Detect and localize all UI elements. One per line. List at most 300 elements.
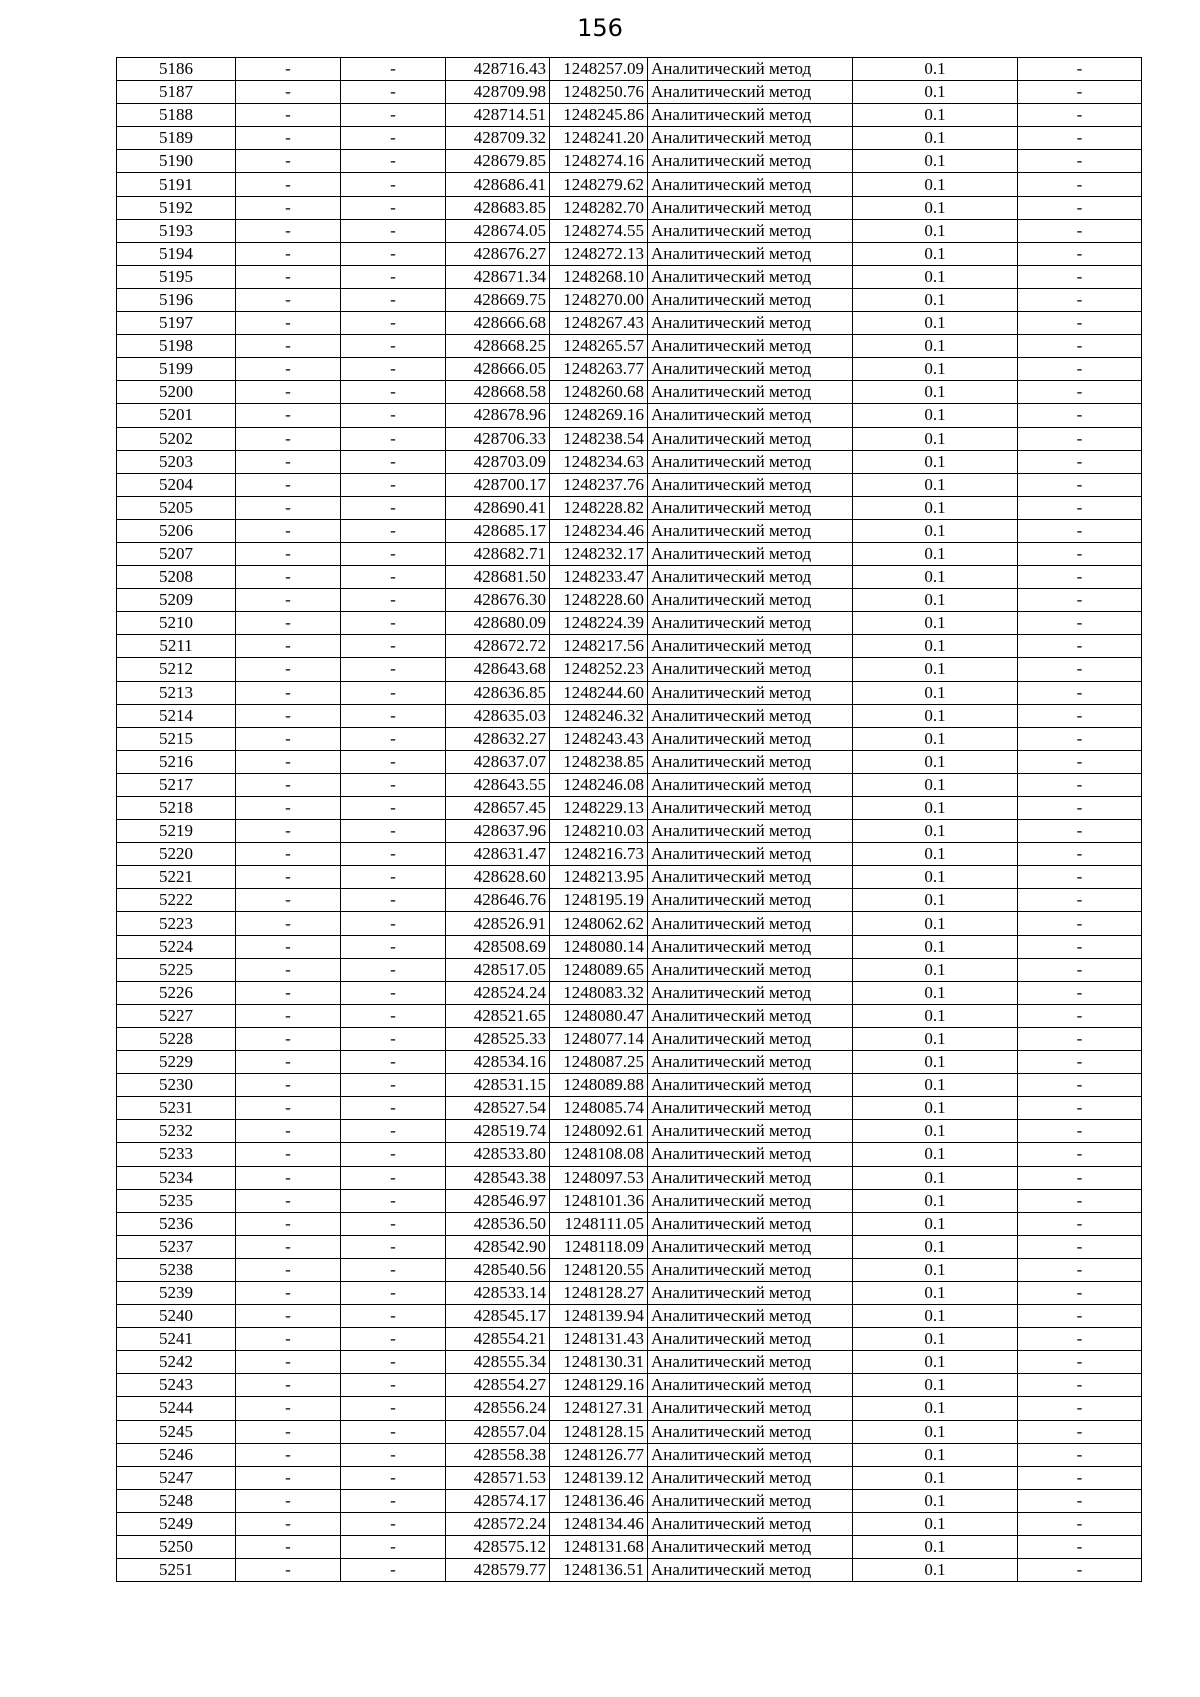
accuracy-cell: 0.1 <box>853 104 1018 127</box>
x-coordinate-cell: 428637.07 <box>446 750 550 773</box>
table-row <box>117 866 1142 889</box>
empty-cell-b: - <box>341 843 446 866</box>
method-cell: Аналитический метод <box>648 589 853 612</box>
table-row <box>117 542 1142 565</box>
note-cell: - <box>1018 1281 1142 1304</box>
empty-cell-b: - <box>341 381 446 404</box>
table-row <box>117 496 1142 519</box>
empty-cell-b: - <box>341 1281 446 1304</box>
y-coordinate-cell: 1248274.55 <box>550 219 648 242</box>
empty-cell-a: - <box>236 773 341 796</box>
empty-cell-b: - <box>341 1120 446 1143</box>
empty-cell-b: - <box>341 1166 446 1189</box>
accuracy-cell: 0.1 <box>853 981 1018 1004</box>
x-coordinate-cell: 428521.65 <box>446 1004 550 1027</box>
table-row <box>117 404 1142 427</box>
note-cell: - <box>1018 566 1142 589</box>
empty-cell-a: - <box>236 1235 341 1258</box>
accuracy-cell: 0.1 <box>853 1120 1018 1143</box>
method-cell: Аналитический метод <box>648 1212 853 1235</box>
note-cell: - <box>1018 935 1142 958</box>
point-number-cell: 5194 <box>117 242 236 265</box>
note-cell: - <box>1018 1397 1142 1420</box>
note-cell: - <box>1018 866 1142 889</box>
y-coordinate-cell: 1248234.46 <box>550 519 648 542</box>
method-cell: Аналитический метод <box>648 404 853 427</box>
y-coordinate-cell: 1248274.16 <box>550 150 648 173</box>
point-number-cell: 5216 <box>117 750 236 773</box>
table-row <box>117 1559 1142 1582</box>
table-row <box>117 312 1142 335</box>
point-number-cell: 5218 <box>117 797 236 820</box>
note-cell: - <box>1018 1143 1142 1166</box>
table-row <box>117 1328 1142 1351</box>
note-cell: - <box>1018 1351 1142 1374</box>
accuracy-cell: 0.1 <box>853 1305 1018 1328</box>
note-cell: - <box>1018 127 1142 150</box>
x-coordinate-cell: 428632.27 <box>446 727 550 750</box>
empty-cell-a: - <box>236 1466 341 1489</box>
empty-cell-a: - <box>236 1443 341 1466</box>
table-row <box>117 1004 1142 1027</box>
y-coordinate-cell: 1248233.47 <box>550 566 648 589</box>
note-cell: - <box>1018 242 1142 265</box>
x-coordinate-cell: 428657.45 <box>446 797 550 820</box>
accuracy-cell: 0.1 <box>853 704 1018 727</box>
note-cell: - <box>1018 1559 1142 1582</box>
note-cell: - <box>1018 1189 1142 1212</box>
note-cell: - <box>1018 519 1142 542</box>
note-cell: - <box>1018 889 1142 912</box>
method-cell: Аналитический метод <box>648 219 853 242</box>
empty-cell-a: - <box>236 450 341 473</box>
empty-cell-a: - <box>236 820 341 843</box>
accuracy-cell: 0.1 <box>853 496 1018 519</box>
empty-cell-b: - <box>341 797 446 820</box>
x-coordinate-cell: 428643.68 <box>446 658 550 681</box>
note-cell: - <box>1018 1328 1142 1351</box>
method-cell: Аналитический метод <box>648 820 853 843</box>
accuracy-cell: 0.1 <box>853 1004 1018 1027</box>
point-number-cell: 5193 <box>117 219 236 242</box>
y-coordinate-cell: 1248279.62 <box>550 173 648 196</box>
table-row <box>117 335 1142 358</box>
accuracy-cell: 0.1 <box>853 242 1018 265</box>
empty-cell-a: - <box>236 981 341 1004</box>
empty-cell-b: - <box>341 358 446 381</box>
empty-cell-a: - <box>236 381 341 404</box>
method-cell: Аналитический метод <box>648 473 853 496</box>
note-cell: - <box>1018 1489 1142 1512</box>
y-coordinate-cell: 1248267.43 <box>550 312 648 335</box>
point-number-cell: 5195 <box>117 265 236 288</box>
accuracy-cell: 0.1 <box>853 727 1018 750</box>
x-coordinate-cell: 428716.43 <box>446 58 550 81</box>
method-cell: Аналитический метод <box>648 566 853 589</box>
x-coordinate-cell: 428554.21 <box>446 1328 550 1351</box>
method-cell: Аналитический метод <box>648 1489 853 1512</box>
empty-cell-b: - <box>341 1466 446 1489</box>
y-coordinate-cell: 1248241.20 <box>550 127 648 150</box>
y-coordinate-cell: 1248101.36 <box>550 1189 648 1212</box>
table-row <box>117 1397 1142 1420</box>
empty-cell-a: - <box>236 1281 341 1304</box>
note-cell: - <box>1018 773 1142 796</box>
accuracy-cell: 0.1 <box>853 1351 1018 1374</box>
table-row <box>117 658 1142 681</box>
note-cell: - <box>1018 312 1142 335</box>
point-number-cell: 5221 <box>117 866 236 889</box>
empty-cell-b: - <box>341 542 446 565</box>
empty-cell-b: - <box>341 750 446 773</box>
table-row <box>117 196 1142 219</box>
accuracy-cell: 0.1 <box>853 1051 1018 1074</box>
accuracy-cell: 0.1 <box>853 473 1018 496</box>
note-cell: - <box>1018 404 1142 427</box>
accuracy-cell: 0.1 <box>853 173 1018 196</box>
empty-cell-a: - <box>236 1489 341 1512</box>
empty-cell-a: - <box>236 473 341 496</box>
y-coordinate-cell: 1248252.23 <box>550 658 648 681</box>
empty-cell-b: - <box>341 335 446 358</box>
empty-cell-b: - <box>341 1536 446 1559</box>
note-cell: - <box>1018 1074 1142 1097</box>
empty-cell-a: - <box>236 750 341 773</box>
x-coordinate-cell: 428572.24 <box>446 1512 550 1535</box>
empty-cell-a: - <box>236 635 341 658</box>
point-number-cell: 5208 <box>117 566 236 589</box>
note-cell: - <box>1018 219 1142 242</box>
y-coordinate-cell: 1248127.31 <box>550 1397 648 1420</box>
note-cell: - <box>1018 542 1142 565</box>
y-coordinate-cell: 1248139.12 <box>550 1466 648 1489</box>
table-row <box>117 81 1142 104</box>
point-number-cell: 5197 <box>117 312 236 335</box>
y-coordinate-cell: 1248272.13 <box>550 242 648 265</box>
accuracy-cell: 0.1 <box>853 1166 1018 1189</box>
empty-cell-a: - <box>236 866 341 889</box>
note-cell: - <box>1018 358 1142 381</box>
method-cell: Аналитический метод <box>648 1074 853 1097</box>
point-number-cell: 5217 <box>117 773 236 796</box>
x-coordinate-cell: 428524.24 <box>446 981 550 1004</box>
point-number-cell: 5222 <box>117 889 236 912</box>
method-cell: Аналитический метод <box>648 797 853 820</box>
method-cell: Аналитический метод <box>648 981 853 1004</box>
note-cell: - <box>1018 958 1142 981</box>
note-cell: - <box>1018 912 1142 935</box>
method-cell: Аналитический метод <box>648 127 853 150</box>
page-number: 156 <box>577 14 623 42</box>
empty-cell-b: - <box>341 935 446 958</box>
empty-cell-b: - <box>341 612 446 635</box>
x-coordinate-cell: 428690.41 <box>446 496 550 519</box>
x-coordinate-cell: 428666.05 <box>446 358 550 381</box>
method-cell: Аналитический метод <box>648 704 853 727</box>
accuracy-cell: 0.1 <box>853 265 1018 288</box>
x-coordinate-cell: 428555.34 <box>446 1351 550 1374</box>
y-coordinate-cell: 1248136.51 <box>550 1559 648 1582</box>
empty-cell-a: - <box>236 958 341 981</box>
empty-cell-a: - <box>236 843 341 866</box>
empty-cell-b: - <box>341 589 446 612</box>
y-coordinate-cell: 1248216.73 <box>550 843 648 866</box>
note-cell: - <box>1018 265 1142 288</box>
y-coordinate-cell: 1248232.17 <box>550 542 648 565</box>
y-coordinate-cell: 1248087.25 <box>550 1051 648 1074</box>
accuracy-cell: 0.1 <box>853 958 1018 981</box>
x-coordinate-cell: 428571.53 <box>446 1466 550 1489</box>
accuracy-cell: 0.1 <box>853 1512 1018 1535</box>
x-coordinate-cell: 428536.50 <box>446 1212 550 1235</box>
empty-cell-b: - <box>341 1559 446 1582</box>
accuracy-cell: 0.1 <box>853 427 1018 450</box>
accuracy-cell: 0.1 <box>853 773 1018 796</box>
method-cell: Аналитический метод <box>648 1351 853 1374</box>
table-row <box>117 1074 1142 1097</box>
empty-cell-b: - <box>341 1097 446 1120</box>
empty-cell-b: - <box>341 1489 446 1512</box>
empty-cell-a: - <box>236 566 341 589</box>
empty-cell-a: - <box>236 589 341 612</box>
method-cell: Аналитический метод <box>648 58 853 81</box>
note-cell: - <box>1018 335 1142 358</box>
x-coordinate-cell: 428668.58 <box>446 381 550 404</box>
method-cell: Аналитический метод <box>648 635 853 658</box>
x-coordinate-cell: 428709.32 <box>446 127 550 150</box>
table-row <box>117 358 1142 381</box>
y-coordinate-cell: 1248237.76 <box>550 473 648 496</box>
method-cell: Аналитический метод <box>648 542 853 565</box>
method-cell: Аналитический метод <box>648 1189 853 1212</box>
table-row <box>117 1281 1142 1304</box>
x-coordinate-cell: 428534.16 <box>446 1051 550 1074</box>
note-cell: - <box>1018 196 1142 219</box>
y-coordinate-cell: 1248120.55 <box>550 1258 648 1281</box>
note-cell: - <box>1018 612 1142 635</box>
accuracy-cell: 0.1 <box>853 1212 1018 1235</box>
empty-cell-a: - <box>236 265 341 288</box>
x-coordinate-cell: 428703.09 <box>446 450 550 473</box>
note-cell: - <box>1018 1420 1142 1443</box>
method-cell: Аналитический метод <box>648 312 853 335</box>
point-number-cell: 5239 <box>117 1281 236 1304</box>
note-cell: - <box>1018 704 1142 727</box>
y-coordinate-cell: 1248228.60 <box>550 589 648 612</box>
point-number-cell: 5225 <box>117 958 236 981</box>
method-cell: Аналитический метод <box>648 1559 853 1582</box>
x-coordinate-cell: 428709.98 <box>446 81 550 104</box>
empty-cell-b: - <box>341 658 446 681</box>
table-row <box>117 450 1142 473</box>
empty-cell-b: - <box>341 681 446 704</box>
x-coordinate-cell: 428637.96 <box>446 820 550 843</box>
empty-cell-a: - <box>236 358 341 381</box>
note-cell: - <box>1018 1097 1142 1120</box>
accuracy-cell: 0.1 <box>853 635 1018 658</box>
y-coordinate-cell: 1248077.14 <box>550 1027 648 1050</box>
point-number-cell: 5240 <box>117 1305 236 1328</box>
method-cell: Аналитический метод <box>648 1512 853 1535</box>
point-number-cell: 5201 <box>117 404 236 427</box>
point-number-cell: 5202 <box>117 427 236 450</box>
empty-cell-b: - <box>341 1004 446 1027</box>
note-cell: - <box>1018 58 1142 81</box>
note-cell: - <box>1018 1466 1142 1489</box>
x-coordinate-cell: 428508.69 <box>446 935 550 958</box>
point-number-cell: 5246 <box>117 1443 236 1466</box>
empty-cell-a: - <box>236 427 341 450</box>
table-row <box>117 589 1142 612</box>
empty-cell-b: - <box>341 1074 446 1097</box>
method-cell: Аналитический метод <box>648 288 853 311</box>
method-cell: Аналитический метод <box>648 1027 853 1050</box>
empty-cell-a: - <box>236 219 341 242</box>
table-row <box>117 1374 1142 1397</box>
empty-cell-a: - <box>236 1189 341 1212</box>
empty-cell-a: - <box>236 612 341 635</box>
note-cell: - <box>1018 104 1142 127</box>
point-number-cell: 5230 <box>117 1074 236 1097</box>
empty-cell-a: - <box>236 1097 341 1120</box>
empty-cell-a: - <box>236 1559 341 1582</box>
accuracy-cell: 0.1 <box>853 1443 1018 1466</box>
table-row <box>117 958 1142 981</box>
note-cell: - <box>1018 681 1142 704</box>
method-cell: Аналитический метод <box>648 1374 853 1397</box>
point-number-cell: 5215 <box>117 727 236 750</box>
empty-cell-a: - <box>236 312 341 335</box>
accuracy-cell: 0.1 <box>853 150 1018 173</box>
x-coordinate-cell: 428579.77 <box>446 1559 550 1582</box>
x-coordinate-cell: 428679.85 <box>446 150 550 173</box>
empty-cell-b: - <box>341 1143 446 1166</box>
table-row <box>117 1166 1142 1189</box>
y-coordinate-cell: 1248136.46 <box>550 1489 648 1512</box>
table-row <box>117 242 1142 265</box>
note-cell: - <box>1018 589 1142 612</box>
accuracy-cell: 0.1 <box>853 566 1018 589</box>
accuracy-cell: 0.1 <box>853 681 1018 704</box>
empty-cell-b: - <box>341 127 446 150</box>
x-coordinate-cell: 428575.12 <box>446 1536 550 1559</box>
point-number-cell: 5238 <box>117 1258 236 1281</box>
empty-cell-a: - <box>236 1212 341 1235</box>
y-coordinate-cell: 1248268.10 <box>550 265 648 288</box>
empty-cell-b: - <box>341 219 446 242</box>
accuracy-cell: 0.1 <box>853 381 1018 404</box>
y-coordinate-cell: 1248269.16 <box>550 404 648 427</box>
empty-cell-b: - <box>341 1305 446 1328</box>
empty-cell-a: - <box>236 1074 341 1097</box>
y-coordinate-cell: 1248234.63 <box>550 450 648 473</box>
accuracy-cell: 0.1 <box>853 1235 1018 1258</box>
empty-cell-b: - <box>341 519 446 542</box>
method-cell: Аналитический метод <box>648 196 853 219</box>
y-coordinate-cell: 1248245.86 <box>550 104 648 127</box>
accuracy-cell: 0.1 <box>853 1189 1018 1212</box>
point-number-cell: 5204 <box>117 473 236 496</box>
note-cell: - <box>1018 981 1142 1004</box>
accuracy-cell: 0.1 <box>853 1397 1018 1420</box>
y-coordinate-cell: 1248243.43 <box>550 727 648 750</box>
table-row <box>117 219 1142 242</box>
note-cell: - <box>1018 727 1142 750</box>
table-row <box>117 1097 1142 1120</box>
method-cell: Аналитический метод <box>648 381 853 404</box>
x-coordinate-cell: 428631.47 <box>446 843 550 866</box>
method-cell: Аналитический метод <box>648 358 853 381</box>
x-coordinate-cell: 428676.30 <box>446 589 550 612</box>
method-cell: Аналитический метод <box>648 1166 853 1189</box>
point-number-cell: 5214 <box>117 704 236 727</box>
point-number-cell: 5211 <box>117 635 236 658</box>
empty-cell-a: - <box>236 1351 341 1374</box>
y-coordinate-cell: 1248080.14 <box>550 935 648 958</box>
empty-cell-b: - <box>341 981 446 1004</box>
note-cell: - <box>1018 1004 1142 1027</box>
empty-cell-a: - <box>236 496 341 519</box>
method-cell: Аналитический метод <box>648 727 853 750</box>
method-cell: Аналитический метод <box>648 173 853 196</box>
x-coordinate-cell: 428672.72 <box>446 635 550 658</box>
table-row <box>117 265 1142 288</box>
table-row <box>117 1258 1142 1281</box>
table-row <box>117 1305 1142 1328</box>
note-cell: - <box>1018 1512 1142 1535</box>
empty-cell-b: - <box>341 566 446 589</box>
y-coordinate-cell: 1248246.32 <box>550 704 648 727</box>
note-cell: - <box>1018 635 1142 658</box>
table-row <box>117 773 1142 796</box>
x-coordinate-cell: 428676.27 <box>446 242 550 265</box>
point-number-cell: 5247 <box>117 1466 236 1489</box>
y-coordinate-cell: 1248085.74 <box>550 1097 648 1120</box>
table-row <box>117 1120 1142 1143</box>
accuracy-cell: 0.1 <box>853 797 1018 820</box>
method-cell: Аналитический метод <box>648 1097 853 1120</box>
y-coordinate-cell: 1248089.65 <box>550 958 648 981</box>
x-coordinate-cell: 428666.68 <box>446 312 550 335</box>
note-cell: - <box>1018 797 1142 820</box>
accuracy-cell: 0.1 <box>853 1258 1018 1281</box>
method-cell: Аналитический метод <box>648 773 853 796</box>
method-cell: Аналитический метод <box>648 335 853 358</box>
empty-cell-b: - <box>341 1443 446 1466</box>
accuracy-cell: 0.1 <box>853 1374 1018 1397</box>
accuracy-cell: 0.1 <box>853 589 1018 612</box>
method-cell: Аналитический метод <box>648 1051 853 1074</box>
note-cell: - <box>1018 1374 1142 1397</box>
y-coordinate-cell: 1248092.61 <box>550 1120 648 1143</box>
point-number-cell: 5237 <box>117 1235 236 1258</box>
note-cell: - <box>1018 173 1142 196</box>
y-coordinate-cell: 1248126.77 <box>550 1443 648 1466</box>
empty-cell-a: - <box>236 1051 341 1074</box>
empty-cell-a: - <box>236 1004 341 1027</box>
note-cell: - <box>1018 658 1142 681</box>
method-cell: Аналитический метод <box>648 1281 853 1304</box>
y-coordinate-cell: 1248238.85 <box>550 750 648 773</box>
table-row <box>117 288 1142 311</box>
point-number-cell: 5213 <box>117 681 236 704</box>
empty-cell-b: - <box>341 196 446 219</box>
table-row <box>117 1512 1142 1535</box>
empty-cell-b: - <box>341 1351 446 1374</box>
y-coordinate-cell: 1248244.60 <box>550 681 648 704</box>
accuracy-cell: 0.1 <box>853 81 1018 104</box>
point-number-cell: 5206 <box>117 519 236 542</box>
